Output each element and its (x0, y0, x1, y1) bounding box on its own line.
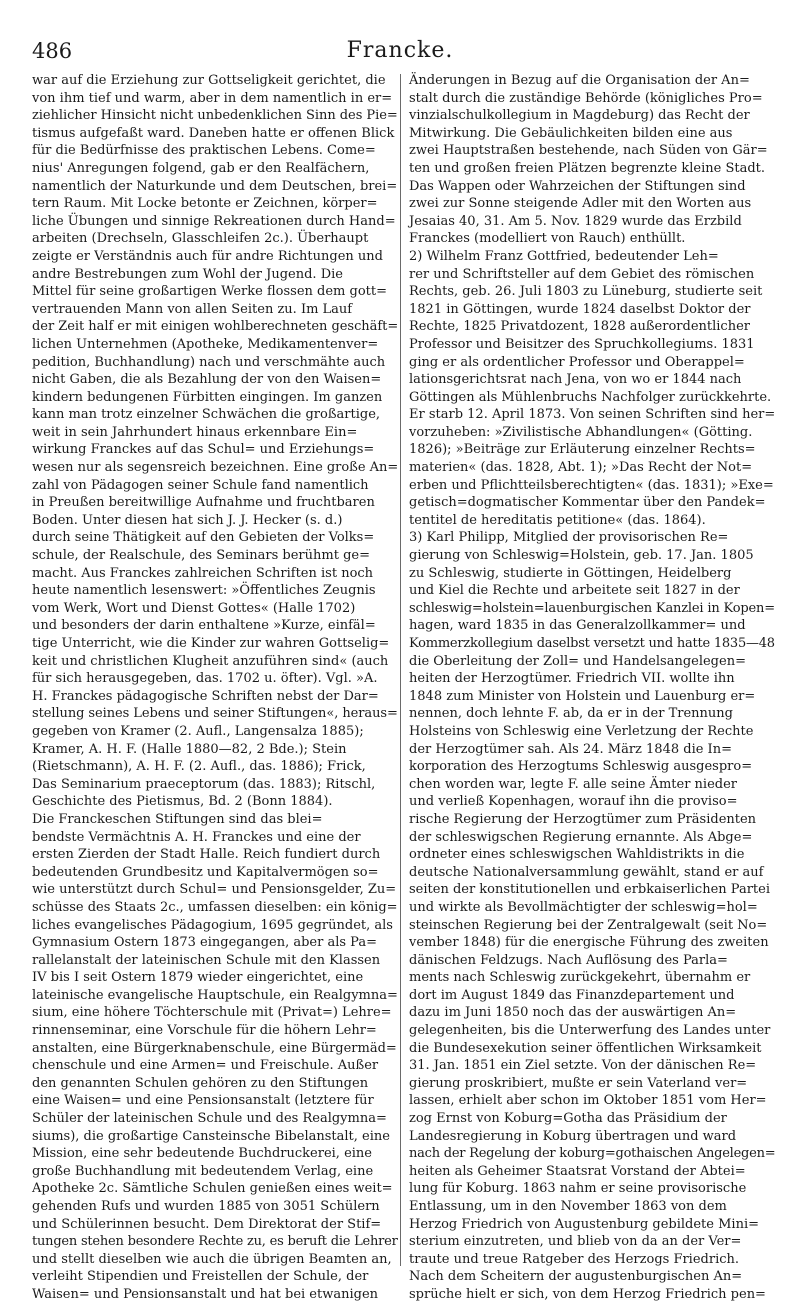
left-column-line: vertrauenden Mann von allen Seiten zu. Im Lauf (32, 301, 353, 317)
left-column-line: und Schülerinnen besucht. Dem Direktorat der Stif= (32, 1216, 382, 1232)
right-column-line: Rechte, 1825 Privatdozent, 1828 außerordentlicher (409, 319, 750, 335)
left-column-line: liche Übungen und sinnige Rekreationen durch Hand= (32, 213, 396, 229)
right-column-line: rische Regierung der Herzogtümer zum Präsidenten (409, 811, 757, 827)
right-column-line: ten und großen freien Plätzen begrenzte kleine Stadt. (409, 160, 766, 176)
right-column-line: Herzog Friedrich von Augustenburg gebildete Mini= (409, 1216, 760, 1232)
right-column-line: dort im August 1849 das Finanzdepartement und (409, 987, 735, 1003)
left-column-line: kann man trotz einzelner Schwächen die großartige, (32, 407, 381, 423)
right-column-line: Kommerzkollegium daselbst versetzt und hatte 1835—48 (409, 636, 775, 651)
left-column-line: kindern bedungenen Fürbitten eingingen. Im ganzen (32, 389, 383, 405)
left-column-line: schüsse des Staats 2c., umfassen dieselben: ein könig= (32, 899, 398, 915)
left-column-line: für sich herausgegeben, das. 1702 u. öfter). Vgl. »A. (32, 671, 378, 687)
right-column-line: Nach dem Scheitern der augustenburgischen An= (409, 1269, 743, 1285)
right-column-line: traute und treue Ratgeber des Herzogs Friedrich. (409, 1251, 740, 1267)
left-column-line: durch seine Thätigkeit auf den Gebieten der Volks= (32, 530, 375, 546)
right-column-line: vorzuheben: »Zivilistische Abhandlungen« (Götting. (409, 424, 753, 440)
left-column-line: in Preußen bereitwillige Aufnahme und fruchtbaren (32, 495, 375, 511)
right-column-line: hagen, ward 1835 in das Generalzollkammer= und (409, 618, 746, 634)
left-column-line: vom Werk, Wort und Dienst Gottes« (Halle 1702) (32, 600, 356, 616)
left-column-line: Das Seminarium praeceptorum (das. 1883); Ritschl, (32, 776, 376, 792)
right-column-line: zu Schleswig, studierte in Göttingen, Heidelberg (409, 565, 732, 581)
right-column-line: ments nach Schleswig zurückgekehrt, übernahm er (409, 970, 751, 986)
left-column-line: zeigte er Verständnis auch für andre Richtungen und (32, 248, 383, 264)
right-column-line: heiten der Herzogtümer. Friedrich VII. wollte ihn (409, 671, 735, 687)
right-column-line: 2) Wilhelm Franz Gottfried, bedeutender Leh= (409, 248, 719, 264)
right-column-line: erben und Pflichtteilsberechtigten« (das. 1831); »Exe= (409, 477, 774, 493)
right-column-line: lung für Koburg. 1863 nahm er seine provisorische (409, 1181, 747, 1197)
right-column-line: schleswig=holstein=lauenburgischen Kanzlei in Kopen= (409, 600, 775, 616)
right-column-line: Franckes (modelliert von Rauch) enthüllt. (409, 231, 686, 247)
left-column-line: chenschule und eine Armen= und Freischule. Außer (32, 1058, 379, 1074)
right-column-line: deutsche Nationalversammlung gewählt, stand er auf (409, 864, 764, 880)
left-column-line: keit und christlichen Klugheit anzuführen sind« (auch (32, 653, 389, 669)
right-column-line: Das Wappen oder Wahrzeichen der Stiftungen sind (409, 178, 746, 194)
left-column-line: andre Bestrebungen zum Wohl der Jugend. Die (32, 266, 343, 282)
right-column-line: Professor und Beisitzer des Spruchkollegiums. 1831 (409, 336, 755, 352)
left-column-line: Boden. Unter diesen hat sich J. J. Hecker (s. d.) (32, 512, 343, 528)
left-column-line: Schüler der lateinischen Schule und des Realgymna= (32, 1111, 387, 1127)
right-column-line: und verließ Kopenhagen, worauf ihn die proviso= (409, 794, 738, 810)
left-column-line: rinnenseminar, eine Vorschule für die höhern Lehr= (32, 1023, 377, 1039)
left-column-line: von ihm tief und warm, aber in dem namentlich in er= (32, 90, 393, 106)
left-column-line: H. Franckes pädagogische Schriften nebst der Dar= (32, 688, 379, 704)
left-column-line: Die Franckeschen Stiftungen sind das blei= (32, 811, 323, 827)
right-column-line: Rechts, geb. 26. Juli 1803 zu Lüneburg, studierte seit (409, 284, 763, 300)
left-column-line: siums), die großartige Cansteinsche Bibelanstalt, eine (32, 1128, 390, 1144)
left-column-line: war auf die Erziehung zur Gottseligkeit gerichtet, die (32, 73, 386, 88)
left-column-line: tern Raum. Mit Locke betonte er Zeichnen, körper= (32, 196, 378, 212)
left-column-line: ersten Zierden der Stadt Halle. Reich fundiert durch (32, 847, 381, 863)
left-column-line: große Buchhandlung mit bedeutendem Verlag, eine (32, 1163, 374, 1179)
left-column-line: und stellt dieselben wie auch die übrigen Beamten an, (32, 1251, 392, 1267)
left-column-line: wirkung Franckes auf das Schul= und Erziehungs= (32, 442, 375, 458)
left-column-line: anstalten, eine Bürgerknabenschule, eine Bürgermäd= (32, 1040, 397, 1056)
right-column-line: Änderungen in Bezug auf die Organisation der An= (409, 73, 750, 88)
right-column-line: stalt durch die zuständige Behörde (königliches Pro= (409, 90, 763, 106)
left-column-line: IV bis I seit Ostern 1879 wieder eingerichtet, eine (32, 970, 364, 986)
left-column-line: Apotheke 2c. Sämtliche Schulen genießen eines weit= (32, 1181, 393, 1197)
left-column-line: rallelanstalt der lateinischen Schule mit den Klassen (32, 952, 381, 968)
right-column-line: gelegenheiten, bis die Unterwerfung des Landes unter (409, 1023, 771, 1039)
left-column-line: für die Bedürfnisse des praktischen Lebens. Come= (32, 143, 376, 159)
right-column-line: dazu im Juni 1850 noch das der auswärtigen An= (409, 1005, 737, 1021)
right-column-line: lationsgerichtsrat nach Jena, von wo er 1844 nach (409, 372, 742, 388)
right-column-line: materien« (das. 1828, Abt. 1); »Das Recht der Not= (409, 460, 753, 476)
page-number: 486 (32, 39, 73, 63)
right-column-line: der schleswigschen Regierung ernannte. Als Abge= (409, 829, 753, 845)
right-column-line: Er starb 12. April 1873. Von seinen Schriften sind her= (409, 407, 776, 423)
left-column-line: sium, eine höhere Töchterschule mit (Privat=) Lehre= (32, 1005, 392, 1021)
left-column-line: liches evangelisches Pädagogium, 1695 gegründet, als (32, 917, 393, 933)
left-column (32, 72, 399, 1302)
right-column-line: 31. Jan. 1851 ein Ziel setzte. Von der dänischen Re= (409, 1058, 757, 1074)
left-column-line: ziehlicher Hinsicht nicht unbedenklichen Sinn des Pie= (32, 108, 398, 124)
right-column-line: vinzialschulkollegium in Magdeburg) das Recht der (409, 108, 750, 124)
right-column-line: die Oberleitung der Zoll= und Handelsangelegen= (409, 653, 746, 669)
right-column-line: sterium einzutreten, und blieb von da an der Ver= (409, 1234, 742, 1250)
left-column-line: Gymnasium Ostern 1873 eingegangen, aber als Pa= (32, 935, 377, 951)
left-column-line: lichen Unternehmen (Apotheke, Medikamentenver= (32, 336, 379, 352)
left-column-line: tige Unterricht, wie die Kinder zur wahren Gottselig= (32, 636, 390, 651)
right-column-line: rer und Schriftsteller auf dem Gebiet des römischen (409, 266, 755, 282)
right-column-line: zwei zur Sonne steigende Adler mit den Worten aus (409, 196, 752, 212)
right-column-line: Mitwirkung. Die Gebäulichkeiten bilden eine aus (409, 125, 733, 141)
right-column-line: und Kiel die Rechte und arbeitete seit 1827 in der (409, 583, 740, 599)
left-column-line: Kramer, A. H. F. (Halle 1880—82, 2 Bde.); Stein (32, 741, 347, 757)
right-column-line: und wirkte als Bevollmächtigter der schleswig=hol= (409, 899, 758, 915)
right-column-line: Entlassung, um in den November 1863 von dem (409, 1199, 727, 1214)
right-column-line: dänischen Feldzugs. Nach Auflösung des Parla= (409, 952, 728, 968)
column-divider (400, 74, 401, 1266)
left-column-line: gegeben von Kramer (2. Aufl., Langensalza 1885); (32, 723, 364, 739)
right-column-line: sprüche hielt er sich, von dem Herzog Friedrich pen= (409, 1286, 766, 1302)
right-column (409, 72, 776, 1302)
right-column-line: gierung von Schleswig=Holstein, geb. 17. Jan. 1805 (409, 548, 754, 564)
left-column-line: tismus aufgefaßt ward. Daneben hatte er offenen Blick (32, 125, 395, 141)
right-column-line: getisch=dogmatischer Kommentar über den Pandek= (409, 495, 766, 511)
left-column-line: der Zeit half er mit einigen wohlberechneten geschäft= (32, 319, 399, 335)
right-column-line: Jesaias 40, 31. Am 5. Nov. 1829 wurde das Erzbild (409, 213, 742, 229)
left-column-line: den genannten Schulen gehören zu den Stiftungen (32, 1075, 369, 1091)
right-column-line: ging er als ordentlicher Professor und Oberappel= (409, 354, 745, 370)
left-column-line: weit in sein Jahrhundert hinaus erkennbare Ein= (32, 424, 358, 440)
right-column-line: 3) Karl Philipp, Mitglied der provisorischen Re= (409, 530, 729, 546)
left-column-line: zahl von Pädagogen seiner Schule fand namentlich (32, 477, 369, 493)
left-column-line: macht. Aus Franckes zahlreichen Schriften ist noch (32, 565, 374, 581)
right-column-line: ordneter eines schleswigschen Wahldistrikts in die (409, 847, 745, 863)
left-column-line: namentlich der Naturkunde und dem Deutschen, brei= (32, 178, 398, 194)
right-column-line: lassen, erhielt aber schon im Oktober 1851 vom Her= (409, 1093, 767, 1109)
running-head: Francke. (346, 38, 454, 63)
left-column-line: arbeiten (Drechseln, Glasschleifen 2c.). Überhaupt (32, 231, 369, 247)
right-column-line: zog Ernst von Koburg=Gotha das Präsidium der (409, 1111, 727, 1127)
right-column-line: nach der Regelung der koburg=gothaischen Angelegen= (409, 1146, 776, 1162)
left-column-line: heute namentlich lesenswert: »Öffentliches Zeugnis (32, 583, 376, 599)
left-column-line: tungen stehen besondere Rechte zu, es beruft die Lehrer (32, 1234, 398, 1250)
right-column-line: 1826); »Beiträge zur Erläuterung einzelner Rechts= (409, 442, 756, 458)
right-column-line: zwei Hauptstraßen bestehende, nach Süden von Gär= (409, 143, 768, 159)
right-column-line: steinschen Regierung bei der Zentralgewalt (seit No= (409, 917, 768, 933)
right-column-line: nennen, doch lehnte F. ab, da er in der Trennung (409, 706, 733, 722)
left-column-line: Geschichte des Pietismus, Bd. 2 (Bonn 1884). (32, 794, 333, 810)
left-column-line: gehenden Rufs und wurden 1885 von 3051 Schülern (32, 1199, 380, 1214)
right-column-line: 1821 in Göttingen, wurde 1824 daselbst Doktor der (409, 301, 751, 317)
left-column-line: Mission, eine sehr bedeutende Buchdruckerei, eine (32, 1146, 372, 1162)
left-column-line: Mittel für seine großartigen Werke flossen dem gott= (32, 284, 387, 300)
left-column-line: bedeutenden Grundbesitz und Kapitalvermögen so= (32, 864, 379, 880)
left-column-line: Waisen= und Pensionsanstalt und hat bei etwanigen (32, 1286, 379, 1302)
left-column-line: verleiht Stipendien und Freistellen der Schule, der (32, 1269, 369, 1285)
right-column-line: chen worden war, legte F. alle seine Ämter nieder (409, 776, 737, 792)
left-column-line: wie unterstützt durch Schul= und Pensionsgelder, Zu= (32, 882, 397, 898)
left-column-line: wesen nur als segensreich bezeichnen. Eine große An= (32, 460, 399, 476)
right-column-line: die Bundesexekution seiner öffentlichen Wirksamkeit (409, 1040, 762, 1056)
left-column-line: und besonders der darin enthaltene »Kurze, einfäl= (32, 618, 376, 634)
left-column-line: lateinische evangelische Hauptschule, ein Realgymna= (32, 987, 398, 1003)
left-column-line: nicht Gaben, die als Bezahlung der von den Waisen= (32, 372, 382, 388)
left-column-line: schule, der Realschule, des Seminars berühmt ge= (32, 548, 370, 564)
right-column-line: tentitel de hereditatis petitione« (das. 1864). (409, 512, 706, 528)
left-column-line: bendste Vermächtnis A. H. Franckes und eine der (32, 829, 361, 845)
right-column-line: Holsteins von Schleswig eine Verletzung der Rechte (409, 723, 754, 739)
left-column-line: stellung seines Lebens und seiner Stiftungen«, heraus= (32, 706, 398, 722)
right-column-line: seiten der konstitutionellen und erbkaiserlichen Partei (409, 882, 770, 898)
left-column-line: (Rietschmann), A. H. F. (2. Aufl., das. 1886); Frick, (32, 759, 366, 775)
left-column-line: pedition, Buchhandlung) nach und verschmähte auch (32, 354, 386, 370)
left-column-line: nius' Anregungen folgend, gab er den Realfächern, (32, 160, 370, 176)
right-column-line: gierung proskribiert, mußte er sein Vaterland ver= (409, 1075, 748, 1091)
right-column-line: 1848 zum Minister von Holstein und Lauenburg er= (409, 688, 756, 704)
right-column-line: heiten als Geheimer Staatsrat Vorstand der Abtei= (409, 1163, 746, 1179)
left-column-line: eine Waisen= und eine Pensionsanstalt (letztere für (32, 1093, 374, 1109)
right-column-line: Landesregierung in Koburg übertragen und ward (409, 1128, 737, 1144)
right-column-line: korporation des Herzogtums Schleswig ausgespro= (409, 759, 753, 775)
right-column-line: Göttingen als Mühlenbruchs Nachfolger zurückkehrte. (409, 389, 772, 405)
right-column-line: der Herzogtümer sah. Als 24. März 1848 die In= (409, 741, 732, 757)
right-column-line: vember 1848) für die energische Führung des zweiten (409, 935, 769, 951)
